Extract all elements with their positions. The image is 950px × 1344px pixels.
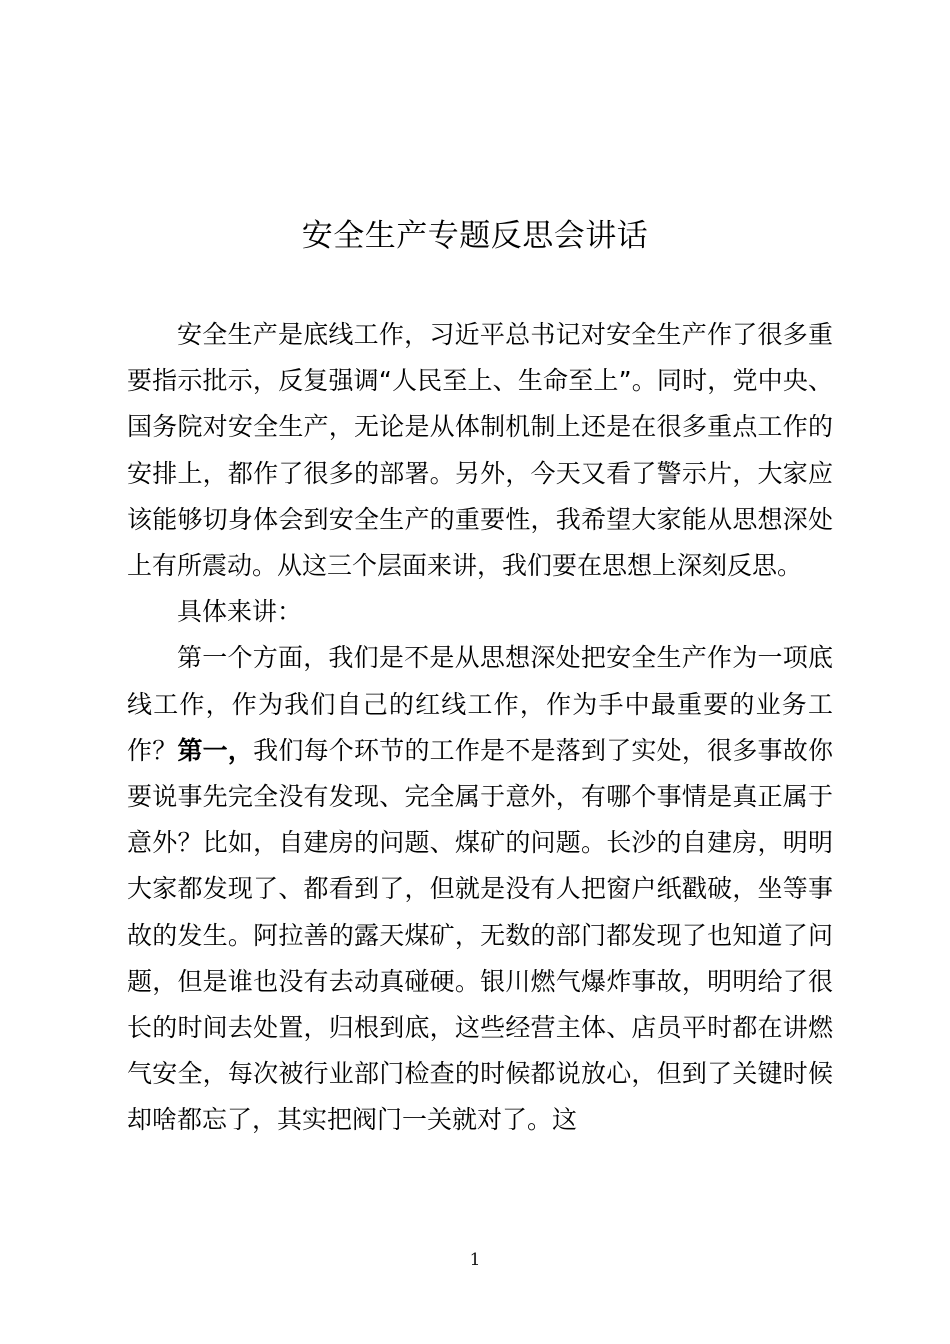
paragraph-first-aspect — [127, 635, 833, 1143]
document-title: 安全生产专题反思会讲话 — [301, 218, 649, 254]
document-body — [127, 312, 833, 1144]
paragraph-intro: 安全生产是底线工作，习近平总书记对安全生产作了很多重要指示批示，反复强调“人民至上、生命至上”。同时，党中央、国务院对安全生产，无论是从体制机制上还是在很多重点工作的安排上，都作了很多的部署。另外，今天又看了警示片，大家应该能够切身体会到安全生产的重要性，我希望大家能从思想深处上有所震动。从这三个层面来讲，我们要在思想上深刻反思。 — [127, 320, 833, 581]
paragraph-lead-text: 第一个方面，我们是不是从思想深处把安全生产作为一项底线工作，作为我们自己的红线工作，作为手中最重要的业务工作？ — [127, 643, 833, 765]
paragraph-continued-text: 我们每个环节的工作是不是落到了实处，很多事故你要说事先完全没有发现、完全属于意外，有哪个事情是真正属于意外？比如，自建房的问题、煤矿的问题。长沙的自建房，明明大家都发现了、都看到了，但就是没有人把窗户纸戳破，坐等事故的发生。阿拉善的露天煤矿，无数的部门都发现了也知道了问题，但是谁也没有去动真碰硬。银川燃气爆炸事故，明明给了很长的时间去处置，归根到底，这些经营主体、店员平时都在讲燃气安全，每次被行业部门检查的时候都说放心，但到了关键时候却啥都忘了，其实把阀门一关就对了。这 — [127, 735, 833, 1135]
page-number: 1 — [469, 1250, 481, 1270]
paragraph-specifics: 具体来讲： — [177, 597, 303, 627]
bold-heading-first: 第一， — [177, 735, 254, 765]
